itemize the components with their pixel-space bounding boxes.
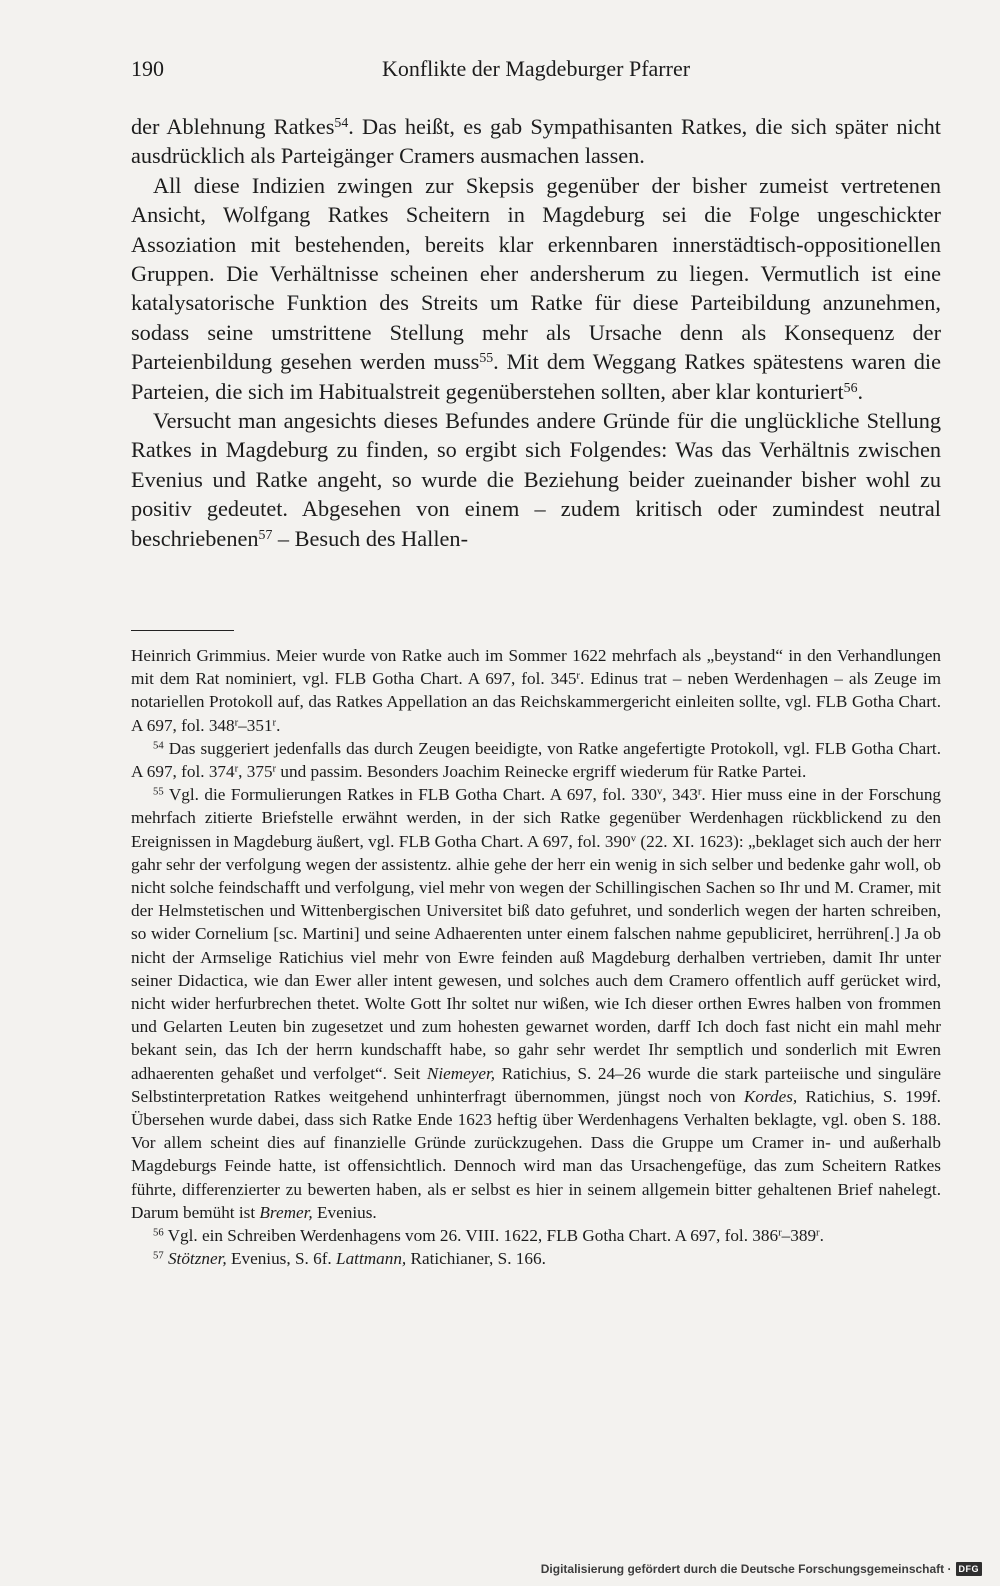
text-run: –389 [781, 1226, 817, 1246]
text-run: . Das heißt, es gab Sympathisanten Ratkes, die sich später nicht ausdrücklich als Parteigänger Cramers ausmachen lassen. [131, 114, 941, 169]
footnote-marker: r [272, 763, 277, 775]
paragraph [131, 112, 941, 171]
footnote-marker: 54 [334, 115, 349, 131]
text-run: und passim. Besonders Joachim Reinecke ergriff wiederum für Ratke Partei. [276, 762, 807, 782]
text-run: –351 [238, 715, 273, 735]
author-name: Kordes, [743, 1086, 798, 1106]
footnote-marker: r [697, 786, 702, 798]
text-run: . Hier muss eine in der Forschung mehrfach zitierte Briefstelle erwähnt werden, in der sich Ratke gegenüber Werdenhagen rückblickend zu den Ereignissen in Magdeburg äußert, vgl. FLB Gotha Chart. A 697, fol. 390 [131, 785, 942, 851]
text-run: . [276, 715, 281, 735]
paragraph [131, 171, 941, 406]
text-run: Versucht man angesichts dieses Befundes andere Gründe für die unglückliche Stellung Ratkes in Magdeburg zu finden, so ergibt sich Folgendes: Was das Verhältnis zwischen Evenius und Ratke angeht, so wurde die Beziehung beider zueinander bisher wohl zu positiv gedeutet. Abgesehen von einem – zudem kritisch oder zumindest neutral beschriebenen [131, 408, 941, 551]
text-run: , 375 [238, 762, 273, 782]
footnote-marker: 57 [258, 526, 273, 542]
author-name: Niemeyer, [426, 1063, 496, 1083]
digitization-credit [541, 1560, 982, 1578]
text-run: . [857, 378, 864, 404]
footnote-marker: 56 [153, 1227, 164, 1239]
footnote-continuation [131, 644, 941, 737]
author-name: Bremer, [259, 1202, 313, 1222]
credit-text: Digitalisierung gefördert durch die Deutsche Forschungsgemeinschaft · [540, 1562, 952, 1576]
text-run: Das suggeriert jedenfalls das durch Zeugen beeidigte, von Ratke angefertigte Protokoll, vgl. FLB Gotha Chart. A 697, fol. 374 [131, 738, 941, 782]
footnote-marker: 57 [153, 1250, 164, 1262]
main-text [131, 112, 941, 553]
footnote-marker: 55 [153, 786, 164, 798]
footnote-56 [131, 1224, 941, 1247]
text-run: Ratichianer, S. 166. [406, 1249, 546, 1269]
text-run: Ratichius, S. 24–26 wurde die stark parteiische und singuläre Selbstinterpretation Ratkes weitgehend unhinterfragt übernommen, jüngst noch von [131, 1063, 941, 1106]
text-run: (22. XI. 1623): „beklaget sich auch der herr gahr sehr der verfolgung wegen der assistentz. alhie gehe der herr ein wenig in sich selber und bedenke gahr woll, ob nicht solche feindschafft und verfolgung, viel mehr von wegen der Schillingischen Sachen so Ihr und M. Cramer, mit der Helmstetischen und Wittenbergischen Universitet biß dato gefuhret, und sonderlich wegen der harten schreiben, so wider Cornelium [sc. Martini] und seine Adhaerenten unter einem falschen nahme gepubliciret, herrühren[.] Ja ob nicht der Armselige Ratichius viel mehr von Ewre feinden auß Magdeburg derhalben vertrieben, damit Ihr unter seiner Didactica, wie dan Ewer aller intent gewesen, und solches auch dem Cramero offentlich auff gerücket wird, nicht wider herfurbrechen thetet. Wolte Gott Ihr soltet nur wißen, wie Ich dieser orthen Ewres halben von frommen und Gelarten Leuten bin zugesetzet und zum hohesten gewarnet worden, darff Ich doch fast nicht ein mahl mehr bekant sein, das Ich der herrn kundschafft habe, so gahr sehr werdet Ihr semptlich und sonderlich mit Ewren adhaerenten gehaßet und verfolget“. Seit [131, 831, 942, 1083]
footnote-marker: v [630, 833, 637, 845]
footnote-marker: r [234, 717, 239, 729]
text-run: Vgl. ein Schreiben Werdenhagens vom 26. VIII. 1622, FLB Gotha Chart. A 697, fol. 386 [163, 1226, 779, 1246]
text-run: Vgl. die Formulierungen Ratkes in FLB Gotha Chart. A 697, fol. 330 [163, 785, 657, 805]
text-run: der Ablehnung Ratkes [131, 114, 335, 139]
dfg-logo-icon: DFG [956, 1562, 983, 1576]
text-run: Evenius. [312, 1202, 377, 1222]
footnote-marker: r [778, 1227, 782, 1239]
text-run: Ratichius, S. 199f. Übersehen wurde dabei, dass sich Ratke Ende 1623 heftig über Werdenhagens Verhalten beklagte, vgl. oben S. 188. Vor allem scheint dies auf finanzielle Gründe zurückzugehen. Dass die Gruppe um Cramer in- und außerhalb Magdeburgs Feinde hatte, ist offensichtlich. Dennoch wird man das Ursachengefüge, das zum Scheitern Ratkes führte, differenzierter zu bewerten haben, als er selbst es hier in seinem allgemein bitter gehaltenen Brief nahelegt. Darum bemüht ist [131, 1086, 941, 1222]
text-run: . [819, 1226, 824, 1246]
footnote-marker: r [816, 1227, 820, 1239]
running-head [131, 56, 941, 90]
text-run: Heinrich Grimmius. Meier wurde von Ratke auch im Sommer 1622 mehrfach als „beystand“ in den Verhandlungen mit dem Rat nominiert, vgl. FLB Gotha Chart. A 697, fol. 345 [131, 646, 941, 689]
footnote-57 [131, 1247, 941, 1270]
footnote-marker: 56 [843, 379, 858, 395]
footnote-marker: 54 [153, 740, 164, 752]
text-run: Evenius, S. 6f. [226, 1249, 337, 1269]
page-number: 190 [131, 56, 164, 81]
text-run: All diese Indizien zwingen zur Skepsis gegenüber der bisher zumeist vertretenen Ansicht, Wolfgang Ratkes Scheitern in Magdeburg sei die Folge ungeschickter Assoziation mit bestehenden, bereits klar erkennbaren innerstädtisch-oppositionellen Gruppen. Die Verhältnisse scheinen eher andersherum zu liegen. Vermutlich ist eine katalysatorische Funktion des Streits um Ratke für diese Parteibildung anzunehmen, sodass seine umstrittene Stellung mehr als Ursache denn als Konsequenz der Parteienbildung gesehen werden muss [131, 172, 941, 375]
text-run: . Edinus trat – neben Werdenhagen – als Zeuge im notariellen Protokoll auf, das Ratkes Appellation an das Reichskammergericht einleiten sollte, vgl. FLB Gotha Chart. A 697, fol. 348 [131, 669, 941, 735]
footnote-marker: r [576, 670, 580, 682]
footnote-54 [131, 737, 941, 783]
text-run: – Besuch des Hallen- [272, 525, 469, 551]
text-run: , 343 [662, 785, 698, 805]
footnote-marker: 55 [479, 350, 494, 366]
text-run: . Mit dem Weggang Ratkes spätestens waren die Parteien, die sich im Habitualstreit gegenüberstehen sollten, aber klar konturiert [131, 349, 941, 404]
author-name: Lattmann, [336, 1249, 407, 1269]
running-title: Konflikte der Magdeburger Pfarrer [381, 56, 691, 81]
footnote-marker: r [234, 763, 239, 775]
paragraph [131, 406, 941, 553]
footnote-marker: r [272, 717, 277, 729]
author-name: Stötzner, [167, 1249, 227, 1269]
footnote-marker: v [656, 786, 663, 798]
footnotes [131, 644, 941, 1270]
footnote-separator [131, 630, 234, 631]
footnote-55 [131, 783, 941, 1224]
